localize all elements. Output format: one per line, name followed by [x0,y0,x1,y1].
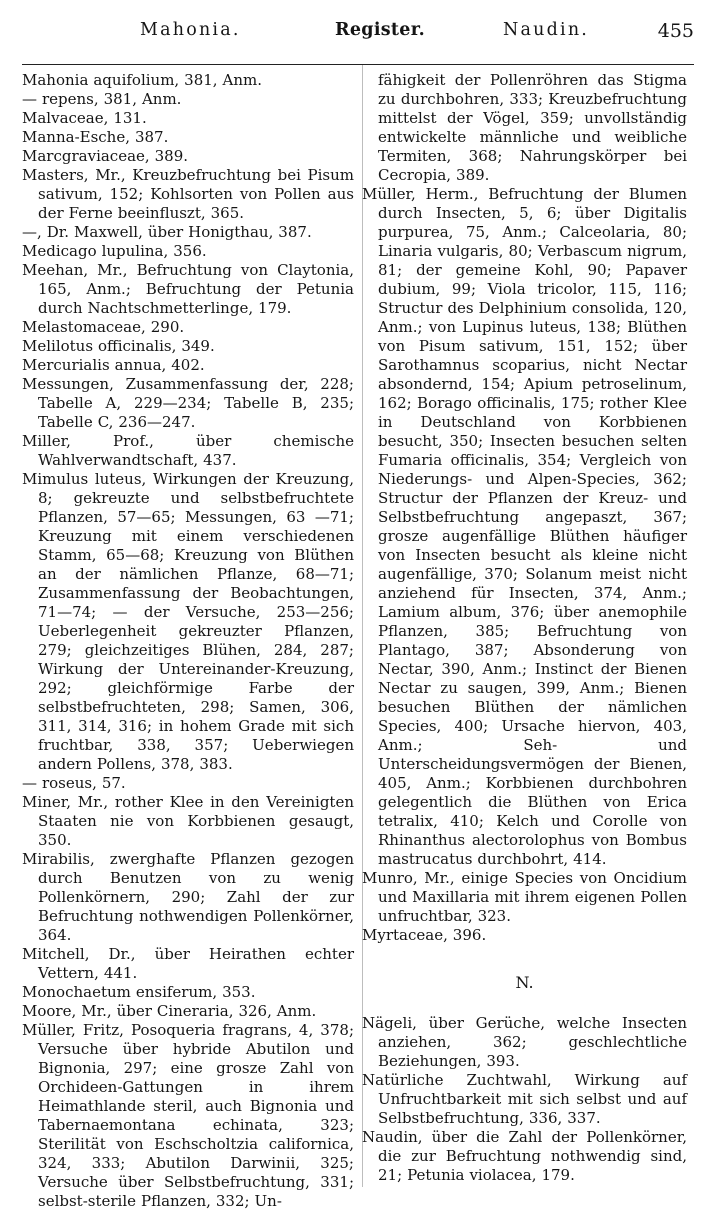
running-head [22,20,694,50]
index-entry: Munro, Mr., einige Species von Oncidium und Maxillaria mit ihrem eigenen Pollen unfruchtbar, 323. [362,869,687,925]
page-number: 455 [657,20,694,42]
index-entry: Natürliche Zuchtwahl, Wirkung auf Unfruchtbarkeit mit sich selbst und auf Selbstbefruchtung, 336, 337. [362,1071,687,1127]
index-entry: Miner, Mr., rother Klee in den Vereinigten Staaten nie von Korbbienen gesaugt, 350. [22,793,354,849]
header-right-word: Naudin. [503,20,590,40]
index-entry: Naudin, über die Zahl der Pollenkörner, die zur Befruchtung nothwendig sind, 21; Petunia violacea, 179. [362,1128,687,1184]
index-entry: —, Dr. Maxwell, über Honigthau, 387. [22,223,312,241]
header-center-word: Register. [335,20,426,40]
index-entry: Marcgraviaceae, 389. [22,147,189,165]
index-entry: Melilotus officinalis, 349. [22,337,215,355]
index-entry: Mercurialis annua, 402. [22,356,205,374]
index-entry: Manna-Esche, 387. [22,128,169,146]
index-entry: Messungen, Zusammenfassung der, 228; Tabelle A, 229—234; Tabelle B, 235; Tabelle C, 236—247. [22,375,354,431]
index-entry: Nägeli, über Gerüche, welche Insecten anziehen, 362; geschlechtliche Beziehungen, 393. [362,1014,687,1070]
header-rule [22,64,694,65]
index-entry: Mahonia aquifolium, 381, Anm. [22,71,263,89]
index-entry: Monochaetum ensiferum, 353. [22,983,256,1001]
index-entry: Müller, Fritz, Posoqueria fragrans, 4, 378; Versuche über hybride Abutilon und Bignonia, 297; eine grosze Zahl von Orchideen-Gattungen in ihrem Heimathlande steril, auch Bignonia und Tabernaemontana echinata, 323; Sterilität von Eschscholtzia californica, 324, 333; Abutilon Darwinii, 325; Versuche über Selbstbefruchtung, 331; selbst-sterile Pflanzen, 332; Un- [22,1021,354,1210]
index-entry: Mimulus luteus, Wirkungen der Kreuzung, 8; gekreuzte und selbstbefruchtete Pflanzen, 57—65; Messungen, 63 —71; Kreuzung mit einem verschiedenen Stamm, 65—68; Kreuzung von Blüthen an der nämlichen Pflanze, 68—71; Zusammenfassung der Beobachtungen, 71—74; — der Versuche, 253—256; Ueberlegenheit gekreuzter Pflanzen, 279; gleichzeitiges Blühen, 284, 287; Wirkung der Untereinander-Kreuzung, 292; gleichförmige Farbe der selbstbefruchteten, 298; Samen, 306, 311, 314, 316; in hohem Grade mit sich fruchtbar, 338, 357; Ueberwiegen andern Pollens, 378, 383. [22,470,354,773]
right-column [362,71,687,1185]
index-entry: Mitchell, Dr., über Heirathen echter Vettern, 441. [22,945,354,982]
index-entry: — repens, 381, Anm. [22,90,182,108]
index-entry: Masters, Mr., Kreuzbefruchtung bei Pisum sativum, 152; Kohlsorten von Pollen aus der Ferne beeinfluszt, 365. [22,166,354,222]
index-entry: Medicago lupulina, 356. [22,242,207,260]
index-entry: Miller, Prof., über chemische Wahlverwandtschaft, 437. [22,432,354,469]
index-entry-continued: fähigkeit der Pollenröhren das Stigma zu durchbohren, 333; Kreuzbefruchtung mittelst der Vögel, 359; unvollständig entwickelte männliche und weibliche Termiten, 368; Nahrungskörper bei Cecropia, 389. [378,71,687,184]
index-entry: Malvaceae, 131. [22,109,147,127]
header-left-word: Mahonia. [140,20,241,40]
index-entry: Melastomaceae, 290. [22,318,185,336]
index-entry: — roseus, 57. [22,774,126,792]
left-column [22,71,354,1211]
section-letter: N. [515,973,534,992]
index-entry: Meehan, Mr., Befruchtung von Claytonia, 165, Anm.; Befruchtung der Petunia durch Nachtschmetterlinge, 179. [22,261,354,317]
index-entry: Myrtaceae, 396. [362,926,487,944]
index-entry: Mirabilis, zwerghafte Pflanzen gezogen durch Benutzen von zu wenig Pollenkörnern, 290; Zahl der zur Befruchtung nothwendigen Pollenkörner, 364. [22,850,354,944]
index-entry: Müller, Herm., Befruchtung der Blumen durch Insecten, 5, 6; über Digitalis purpurea, 75, Anm.; Calceolaria, 80; Linaria vulgaris, 80; Verbascum nigrum, 81; der gemeine Kohl, 90; Papaver dubium, 99; Viola tricolor, 115, 116; Structur des Delphinium consolida, 120, Anm.; von Lupinus luteus, 138; Blüthen von Pisum sativum, 151, 152; über Sarothamnus scoparius, nicht Nectar absondernd, 154; Apium petroselinum, 162; Borago officinalis, 175; rother Klee in Deutschland von Korbbienen besucht, 350; Insecten besuchen selten Fumaria officinalis, 354; Vergleich von Niederungs- und Alpen-Species, 362; Structur der Pflanzen der Kreuz- und Selbstbefruchtung angepaszt, 367; grosze augenfällige Blüthen häufiger von Insecten besucht als kleine nicht augenfällige, 370; Solanum meist nicht anziehend für Insecten, 374, Anm.; Lamium album, 376; über anemophile Pflanzen, 385; Befruchtung von Plantago, 387; Absonderung von Nectar, 390, Anm.; Instinct der Bienen Nectar zu saugen, 399, Anm.; Bienen besuchen Blüthen der nämlichen Species, 400; Ursache hiervon, 403, Anm.; Seh- und Unterscheidungsvermögen der Bienen, 405, Anm.; Korbbienen durchbohren gelegentlich die Blüthen von Erica tetralix, 410; Kelch und Corolle von Rhinanthus alectorolophus von Bombus mastrucatus durchbohrt, 414. [362,185,687,868]
index-entry: Moore, Mr., über Cineraria, 326, Anm. [22,1002,317,1020]
